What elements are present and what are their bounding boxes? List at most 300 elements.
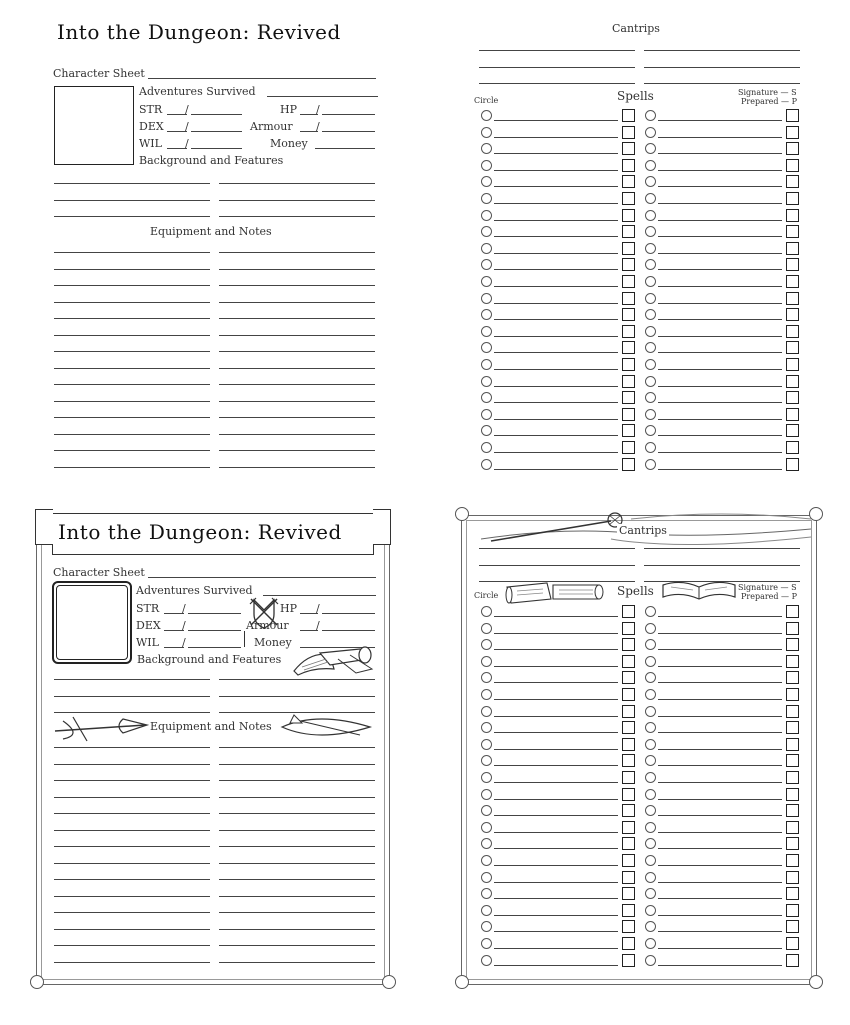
spell-circle-bubble[interactable] [481, 689, 492, 700]
spell-status-checkbox[interactable] [786, 458, 799, 471]
background-feature-line[interactable] [54, 696, 210, 697]
spell-name-line[interactable] [658, 832, 782, 833]
spell-name-line[interactable] [658, 253, 782, 254]
spell-name-line[interactable] [494, 469, 618, 470]
spell-status-checkbox[interactable] [622, 688, 635, 701]
spell-circle-bubble[interactable] [481, 623, 492, 634]
spell-name-line[interactable] [494, 303, 618, 304]
spell-name-line[interactable] [494, 633, 618, 634]
spell-circle-bubble[interactable] [481, 276, 492, 287]
spell-circle-bubble[interactable] [645, 226, 656, 237]
spell-name-line[interactable] [494, 666, 618, 667]
spell-name-line[interactable] [494, 682, 618, 683]
equipment-note-line[interactable] [54, 434, 210, 435]
spell-circle-bubble[interactable] [645, 789, 656, 800]
spell-circle-bubble[interactable] [645, 689, 656, 700]
spell-status-checkbox[interactable] [622, 292, 635, 305]
spell-circle-bubble[interactable] [645, 905, 656, 916]
str-current-field[interactable] [167, 114, 187, 115]
spell-name-line[interactable] [658, 649, 782, 650]
spell-name-line[interactable] [658, 137, 782, 138]
spell-status-checkbox[interactable] [622, 671, 635, 684]
spell-circle-bubble[interactable] [645, 459, 656, 470]
spell-circle-bubble[interactable] [481, 938, 492, 949]
spell-circle-bubble[interactable] [481, 772, 492, 783]
spell-status-checkbox[interactable] [622, 655, 635, 668]
spell-status-checkbox[interactable] [622, 209, 635, 222]
cantrip-line[interactable] [644, 565, 800, 566]
spell-name-line[interactable] [658, 236, 782, 237]
spell-status-checkbox[interactable] [622, 721, 635, 734]
spell-status-checkbox[interactable] [786, 408, 799, 421]
spell-circle-bubble[interactable] [645, 855, 656, 866]
cantrip-line[interactable] [644, 83, 800, 84]
spell-status-checkbox[interactable] [786, 605, 799, 618]
spell-circle-bubble[interactable] [645, 342, 656, 353]
spell-status-checkbox[interactable] [622, 308, 635, 321]
spell-circle-bubble[interactable] [645, 160, 656, 171]
spell-name-line[interactable] [494, 882, 618, 883]
equipment-note-line[interactable] [54, 252, 210, 253]
spell-status-checkbox[interactable] [622, 408, 635, 421]
spell-status-checkbox[interactable] [786, 391, 799, 404]
spell-status-checkbox[interactable] [622, 126, 635, 139]
equipment-note-line[interactable] [54, 764, 210, 765]
background-feature-line[interactable] [219, 679, 375, 680]
spell-status-checkbox[interactable] [622, 275, 635, 288]
spell-circle-bubble[interactable] [645, 606, 656, 617]
dex-max-field[interactable] [191, 131, 242, 132]
spell-status-checkbox[interactable] [622, 638, 635, 651]
cantrip-line[interactable] [644, 67, 800, 68]
spell-name-line[interactable] [658, 931, 782, 932]
spell-status-checkbox[interactable] [786, 275, 799, 288]
armour-max-field[interactable] [322, 131, 375, 132]
spell-circle-bubble[interactable] [645, 110, 656, 121]
portrait-box[interactable] [54, 86, 134, 165]
money-field[interactable] [315, 148, 375, 149]
spell-status-checkbox[interactable] [622, 375, 635, 388]
spell-name-line[interactable] [658, 699, 782, 700]
spell-name-line[interactable] [494, 716, 618, 717]
spell-status-checkbox[interactable] [622, 605, 635, 618]
spell-name-line[interactable] [494, 269, 618, 270]
spell-status-checkbox[interactable] [786, 821, 799, 834]
background-feature-line[interactable] [54, 679, 210, 680]
spell-name-line[interactable] [658, 865, 782, 866]
equipment-note-line[interactable] [219, 797, 375, 798]
equipment-note-line[interactable] [54, 467, 210, 468]
spell-name-line[interactable] [494, 286, 618, 287]
cantrip-line[interactable] [479, 548, 635, 549]
spell-status-checkbox[interactable] [786, 871, 799, 884]
spell-status-checkbox[interactable] [622, 358, 635, 371]
spell-circle-bubble[interactable] [645, 772, 656, 783]
spell-circle-bubble[interactable] [645, 706, 656, 717]
spell-name-line[interactable] [658, 848, 782, 849]
equipment-note-line[interactable] [219, 384, 375, 385]
spell-status-checkbox[interactable] [786, 705, 799, 718]
equipment-note-line[interactable] [219, 780, 375, 781]
spell-name-line[interactable] [494, 965, 618, 966]
equipment-note-line[interactable] [219, 747, 375, 748]
spell-status-checkbox[interactable] [786, 159, 799, 172]
spell-name-line[interactable] [658, 666, 782, 667]
spell-status-checkbox[interactable] [622, 920, 635, 933]
cantrip-line[interactable] [479, 67, 635, 68]
equipment-note-line[interactable] [54, 797, 210, 798]
spell-name-line[interactable] [658, 402, 782, 403]
spell-circle-bubble[interactable] [481, 210, 492, 221]
spell-name-line[interactable] [658, 469, 782, 470]
equipment-note-line[interactable] [219, 912, 375, 913]
spell-status-checkbox[interactable] [622, 424, 635, 437]
spell-name-line[interactable] [494, 336, 618, 337]
spell-status-checkbox[interactable] [786, 904, 799, 917]
spell-name-line[interactable] [658, 203, 782, 204]
cantrip-line[interactable] [479, 50, 635, 51]
character-name-field[interactable] [148, 78, 376, 79]
equipment-note-line[interactable] [219, 813, 375, 814]
background-feature-line[interactable] [54, 216, 210, 217]
spell-name-line[interactable] [494, 732, 618, 733]
spell-name-line[interactable] [494, 170, 618, 171]
spell-status-checkbox[interactable] [786, 242, 799, 255]
spell-status-checkbox[interactable] [622, 954, 635, 967]
spell-circle-bubble[interactable] [481, 789, 492, 800]
spell-name-line[interactable] [494, 253, 618, 254]
spell-circle-bubble[interactable] [645, 425, 656, 436]
equipment-note-line[interactable] [219, 269, 375, 270]
spell-name-line[interactable] [494, 898, 618, 899]
spell-status-checkbox[interactable] [786, 771, 799, 784]
spell-status-checkbox[interactable] [786, 341, 799, 354]
spell-name-line[interactable] [494, 799, 618, 800]
equipment-note-line[interactable] [54, 912, 210, 913]
spell-name-line[interactable] [658, 965, 782, 966]
spell-name-line[interactable] [658, 716, 782, 717]
equipment-note-line[interactable] [219, 285, 375, 286]
spell-status-checkbox[interactable] [786, 655, 799, 668]
spell-name-line[interactable] [658, 765, 782, 766]
spell-status-checkbox[interactable] [622, 175, 635, 188]
spell-status-checkbox[interactable] [622, 142, 635, 155]
spell-name-line[interactable] [494, 815, 618, 816]
equipment-note-line[interactable] [219, 929, 375, 930]
spell-status-checkbox[interactable] [786, 375, 799, 388]
spell-status-checkbox[interactable] [622, 341, 635, 354]
spell-status-checkbox[interactable] [786, 358, 799, 371]
spell-status-checkbox[interactable] [786, 754, 799, 767]
spell-status-checkbox[interactable] [622, 754, 635, 767]
spell-status-checkbox[interactable] [786, 721, 799, 734]
spell-circle-bubble[interactable] [481, 606, 492, 617]
spell-status-checkbox[interactable] [786, 209, 799, 222]
spell-circle-bubble[interactable] [645, 822, 656, 833]
spell-name-line[interactable] [494, 915, 618, 916]
spell-circle-bubble[interactable] [481, 259, 492, 270]
spell-name-line[interactable] [658, 749, 782, 750]
cantrip-line[interactable] [479, 83, 635, 84]
adventures-survived-field[interactable] [267, 96, 378, 97]
spell-name-line[interactable] [658, 799, 782, 800]
spell-name-line[interactable] [494, 435, 618, 436]
spell-status-checkbox[interactable] [786, 109, 799, 122]
spell-circle-bubble[interactable] [481, 822, 492, 833]
equipment-note-line[interactable] [54, 269, 210, 270]
equipment-note-line[interactable] [54, 747, 210, 748]
spell-name-line[interactable] [494, 931, 618, 932]
spell-name-line[interactable] [658, 435, 782, 436]
spell-circle-bubble[interactable] [481, 872, 492, 883]
spell-status-checkbox[interactable] [786, 441, 799, 454]
spell-status-checkbox[interactable] [622, 738, 635, 751]
equipment-note-line[interactable] [219, 252, 375, 253]
spell-circle-bubble[interactable] [481, 243, 492, 254]
spell-status-checkbox[interactable] [786, 887, 799, 900]
equipment-note-line[interactable] [54, 285, 210, 286]
spell-status-checkbox[interactable] [622, 159, 635, 172]
spell-name-line[interactable] [494, 832, 618, 833]
spell-status-checkbox[interactable] [786, 688, 799, 701]
spell-circle-bubble[interactable] [481, 309, 492, 320]
spell-name-line[interactable] [658, 633, 782, 634]
spell-status-checkbox[interactable] [622, 871, 635, 884]
spell-status-checkbox[interactable] [622, 391, 635, 404]
spell-circle-bubble[interactable] [645, 739, 656, 750]
spell-status-checkbox[interactable] [786, 622, 799, 635]
spell-status-checkbox[interactable] [786, 142, 799, 155]
equipment-note-line[interactable] [219, 945, 375, 946]
spell-status-checkbox[interactable] [622, 242, 635, 255]
equipment-note-line[interactable] [54, 401, 210, 402]
wil-current-field[interactable] [167, 148, 187, 149]
spell-status-checkbox[interactable] [622, 325, 635, 338]
spell-status-checkbox[interactable] [786, 126, 799, 139]
spell-circle-bubble[interactable] [481, 226, 492, 237]
background-feature-line[interactable] [219, 183, 375, 184]
spell-circle-bubble[interactable] [645, 243, 656, 254]
character-name-field[interactable] [148, 577, 376, 578]
spell-name-line[interactable] [494, 220, 618, 221]
spell-name-line[interactable] [658, 898, 782, 899]
spell-status-checkbox[interactable] [786, 671, 799, 684]
spell-status-checkbox[interactable] [786, 292, 799, 305]
hp-max-field[interactable] [322, 114, 375, 115]
spell-circle-bubble[interactable] [481, 855, 492, 866]
equipment-note-line[interactable] [219, 962, 375, 963]
background-feature-line[interactable] [219, 216, 375, 217]
spell-name-line[interactable] [658, 336, 782, 337]
spell-status-checkbox[interactable] [786, 804, 799, 817]
spell-name-line[interactable] [658, 153, 782, 154]
spell-name-line[interactable] [494, 765, 618, 766]
equipment-note-line[interactable] [219, 401, 375, 402]
wil-current-field[interactable] [164, 647, 184, 648]
spell-name-line[interactable] [494, 419, 618, 420]
equipment-note-line[interactable] [219, 335, 375, 336]
wil-max-field[interactable] [188, 647, 241, 648]
cantrip-line[interactable] [644, 50, 800, 51]
spell-name-line[interactable] [494, 203, 618, 204]
spell-name-line[interactable] [494, 452, 618, 453]
cantrip-line[interactable] [479, 565, 635, 566]
spell-status-checkbox[interactable] [622, 887, 635, 900]
equipment-note-line[interactable] [54, 962, 210, 963]
spell-name-line[interactable] [658, 269, 782, 270]
equipment-note-line[interactable] [54, 929, 210, 930]
spell-circle-bubble[interactable] [481, 326, 492, 337]
dex-current-field[interactable] [167, 131, 187, 132]
spell-name-line[interactable] [494, 153, 618, 154]
spell-name-line[interactable] [658, 303, 782, 304]
spell-name-line[interactable] [494, 699, 618, 700]
equipment-note-line[interactable] [54, 351, 210, 352]
spell-status-checkbox[interactable] [786, 192, 799, 205]
spell-name-line[interactable] [658, 882, 782, 883]
spell-circle-bubble[interactable] [481, 425, 492, 436]
spell-circle-bubble[interactable] [645, 955, 656, 966]
spell-circle-bubble[interactable] [645, 872, 656, 883]
spell-circle-bubble[interactable] [481, 293, 492, 304]
spell-name-line[interactable] [658, 732, 782, 733]
spell-name-line[interactable] [658, 220, 782, 221]
spell-name-line[interactable] [658, 369, 782, 370]
spell-name-line[interactable] [658, 948, 782, 949]
spell-status-checkbox[interactable] [622, 109, 635, 122]
equipment-note-line[interactable] [54, 450, 210, 451]
spell-status-checkbox[interactable] [786, 638, 799, 651]
spell-circle-bubble[interactable] [645, 623, 656, 634]
spell-name-line[interactable] [658, 386, 782, 387]
equipment-note-line[interactable] [54, 335, 210, 336]
spell-status-checkbox[interactable] [622, 804, 635, 817]
equipment-note-line[interactable] [54, 384, 210, 385]
equipment-note-line[interactable] [219, 879, 375, 880]
spell-name-line[interactable] [494, 137, 618, 138]
spell-circle-bubble[interactable] [645, 938, 656, 949]
str-max-field[interactable] [188, 613, 241, 614]
spell-name-line[interactable] [494, 402, 618, 403]
spell-circle-bubble[interactable] [645, 359, 656, 370]
spell-status-checkbox[interactable] [786, 175, 799, 188]
spell-status-checkbox[interactable] [622, 192, 635, 205]
dex-current-field[interactable] [164, 630, 184, 631]
spell-name-line[interactable] [494, 649, 618, 650]
spell-name-line[interactable] [494, 848, 618, 849]
spell-status-checkbox[interactable] [786, 308, 799, 321]
spell-name-line[interactable] [658, 815, 782, 816]
spell-status-checkbox[interactable] [622, 441, 635, 454]
spell-status-checkbox[interactable] [622, 854, 635, 867]
spell-status-checkbox[interactable] [622, 937, 635, 950]
spell-name-line[interactable] [658, 915, 782, 916]
equipment-note-line[interactable] [219, 896, 375, 897]
equipment-note-line[interactable] [54, 318, 210, 319]
equipment-note-line[interactable] [219, 846, 375, 847]
spell-status-checkbox[interactable] [786, 854, 799, 867]
spell-status-checkbox[interactable] [786, 954, 799, 967]
spell-status-checkbox[interactable] [786, 325, 799, 338]
spell-circle-bubble[interactable] [481, 143, 492, 154]
armour-max-field[interactable] [322, 630, 375, 631]
spell-circle-bubble[interactable] [481, 459, 492, 470]
spell-circle-bubble[interactable] [645, 259, 656, 270]
spell-status-checkbox[interactable] [622, 705, 635, 718]
spell-circle-bubble[interactable] [481, 656, 492, 667]
equipment-note-line[interactable] [54, 830, 210, 831]
equipment-note-line[interactable] [219, 434, 375, 435]
spell-status-checkbox[interactable] [622, 821, 635, 834]
background-feature-line[interactable] [219, 200, 375, 201]
equipment-note-line[interactable] [219, 450, 375, 451]
spell-name-line[interactable] [658, 419, 782, 420]
spell-circle-bubble[interactable] [481, 706, 492, 717]
spell-status-checkbox[interactable] [786, 788, 799, 801]
equipment-note-line[interactable] [219, 764, 375, 765]
hp-max-field[interactable] [322, 613, 375, 614]
spell-circle-bubble[interactable] [481, 376, 492, 387]
spell-circle-bubble[interactable] [481, 110, 492, 121]
equipment-note-line[interactable] [219, 318, 375, 319]
spell-status-checkbox[interactable] [786, 837, 799, 850]
spell-circle-bubble[interactable] [645, 309, 656, 320]
spell-circle-bubble[interactable] [481, 359, 492, 370]
equipment-note-line[interactable] [54, 780, 210, 781]
spell-name-line[interactable] [494, 236, 618, 237]
spell-name-line[interactable] [494, 120, 618, 121]
str-current-field[interactable] [164, 613, 184, 614]
spell-circle-bubble[interactable] [645, 293, 656, 304]
equipment-note-line[interactable] [54, 368, 210, 369]
spell-name-line[interactable] [658, 682, 782, 683]
str-max-field[interactable] [191, 114, 242, 115]
spell-name-line[interactable] [494, 369, 618, 370]
spell-circle-bubble[interactable] [645, 143, 656, 154]
spell-circle-bubble[interactable] [645, 392, 656, 403]
spell-circle-bubble[interactable] [645, 127, 656, 138]
equipment-note-line[interactable] [219, 467, 375, 468]
spell-name-line[interactable] [494, 616, 618, 617]
spell-name-line[interactable] [658, 286, 782, 287]
spell-status-checkbox[interactable] [786, 738, 799, 751]
spell-circle-bubble[interactable] [645, 210, 656, 221]
spell-name-line[interactable] [658, 616, 782, 617]
spell-circle-bubble[interactable] [481, 342, 492, 353]
spell-status-checkbox[interactable] [622, 225, 635, 238]
spell-circle-bubble[interactable] [645, 442, 656, 453]
spell-name-line[interactable] [494, 749, 618, 750]
spell-circle-bubble[interactable] [481, 193, 492, 204]
equipment-note-line[interactable] [54, 863, 210, 864]
equipment-note-line[interactable] [54, 417, 210, 418]
equipment-note-line[interactable] [219, 302, 375, 303]
spell-name-line[interactable] [658, 120, 782, 121]
spell-name-line[interactable] [494, 319, 618, 320]
spell-circle-bubble[interactable] [481, 409, 492, 420]
spell-status-checkbox[interactable] [786, 937, 799, 950]
spell-status-checkbox[interactable] [786, 225, 799, 238]
spell-name-line[interactable] [658, 452, 782, 453]
equipment-note-line[interactable] [54, 879, 210, 880]
cantrip-line[interactable] [644, 548, 800, 549]
spell-status-checkbox[interactable] [622, 904, 635, 917]
spell-circle-bubble[interactable] [645, 656, 656, 667]
spell-status-checkbox[interactable] [622, 622, 635, 635]
spell-name-line[interactable] [494, 782, 618, 783]
equipment-note-line[interactable] [54, 945, 210, 946]
spell-circle-bubble[interactable] [645, 193, 656, 204]
